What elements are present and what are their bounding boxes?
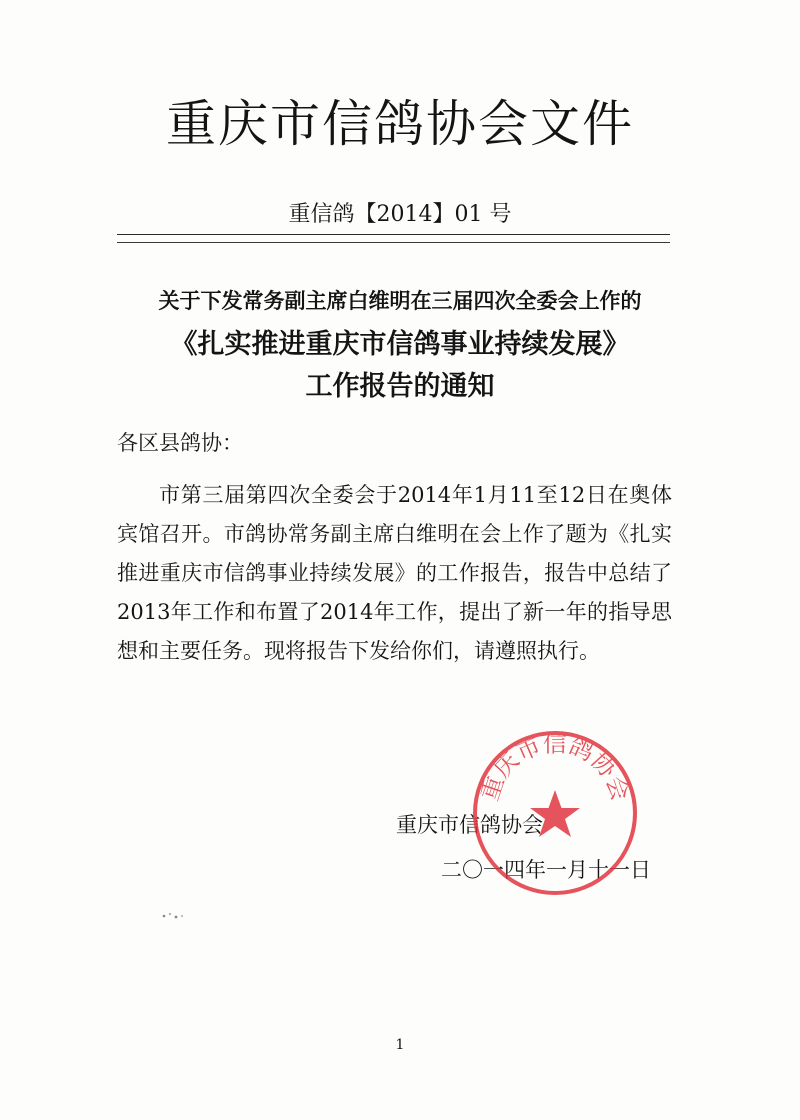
document-number: 重信鸽【2014】01 号 <box>288 202 512 227</box>
page-number: 1 <box>395 1037 405 1053</box>
scan-smudge-mark <box>160 910 186 922</box>
notice-heading <box>0 286 800 408</box>
header-divider-bottom <box>117 242 670 243</box>
signature-date: 二〇一四年一月十一日 <box>441 858 651 882</box>
document-header-title: 重庆市信鸽协会文件 <box>166 95 634 153</box>
salutation: 各区县鸽协： <box>117 431 243 455</box>
body-paragraph: 市第三届第四次全委会于2014年1月11至12日在奥体宾馆召开。市鸽协常务副主席白维明在会上作了题为《扎实推进重庆市信鸽事业持续发展》的工作报告，报告中总结了2013年工作和布置了2014年工作，提出了新一年的指导思想和主要任务。现将报告下发给你们，请遵照执行。 <box>117 483 672 663</box>
notice-heading-line-2: 《扎实推进重庆市信鸽事业持续发展》 <box>170 329 630 360</box>
signature-organization: 重庆市信鸽协会 <box>396 813 543 837</box>
header-divider-top <box>117 234 670 235</box>
seal-arc-text: 重庆市信鸽协会 <box>475 729 635 805</box>
seal-star-icon <box>530 790 580 837</box>
notice-heading-line-3: 工作报告的通知 <box>305 371 495 402</box>
notice-heading-line-1: 关于下发常务副主席白维明在三届四次全委会上作的 <box>158 289 642 313</box>
official-seal-stamp <box>470 728 640 898</box>
